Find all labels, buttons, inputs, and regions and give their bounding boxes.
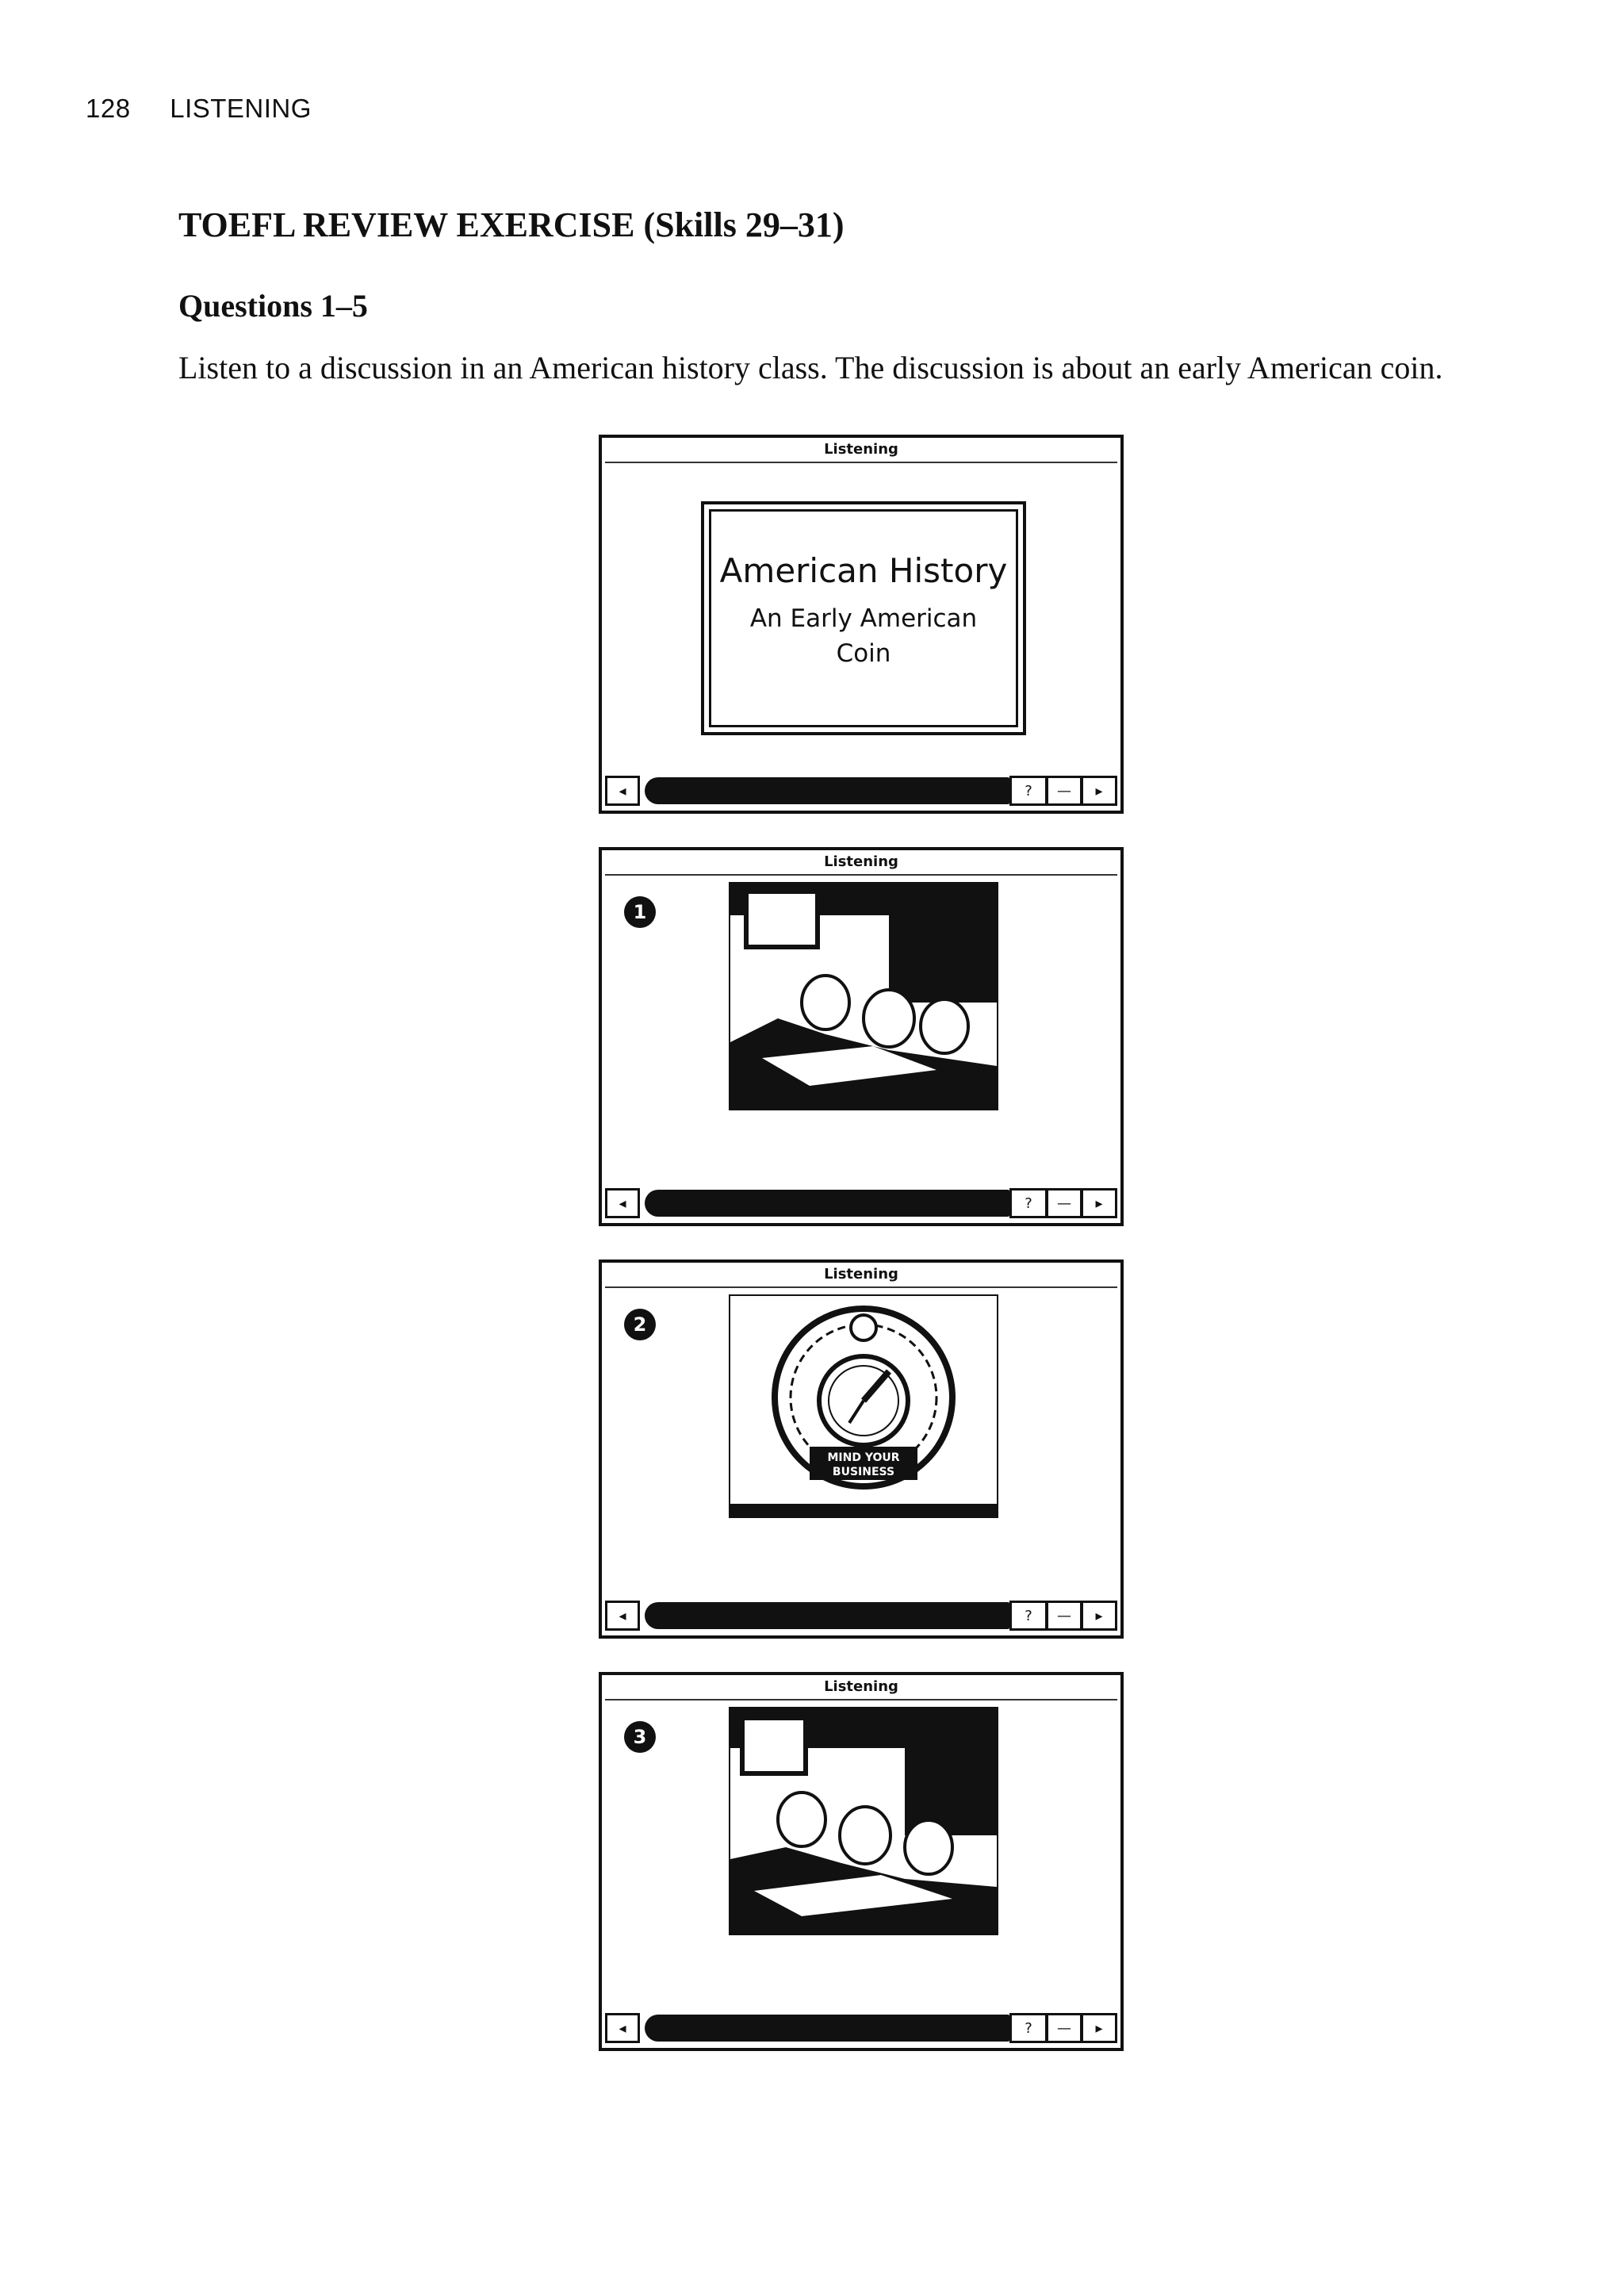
toolbar (605, 2013, 1117, 2045)
title-card (701, 501, 1026, 735)
screen-header: Listening (602, 1678, 1120, 1695)
subtitle-line-2: Coin (836, 639, 891, 668)
volume-button[interactable] (1046, 776, 1082, 806)
classroom-photo (729, 882, 998, 1110)
back-button[interactable] (605, 1188, 640, 1218)
volume-button[interactable] (1046, 2013, 1082, 2043)
volume-button[interactable] (1046, 1188, 1082, 1218)
help-button[interactable] (1009, 1188, 1048, 1218)
screen-number-marker: 3 (624, 1721, 656, 1753)
screen-title-card (599, 435, 1124, 814)
back-button[interactable] (605, 776, 640, 806)
next-icon: ▸ (1095, 782, 1103, 799)
next-icon: ▸ (1095, 1194, 1103, 1212)
lecture-subtitle (711, 601, 1016, 671)
screen-3 (599, 1672, 1124, 2051)
volume-icon: — (1057, 1194, 1071, 1212)
subtitle-line-1: An Early American (749, 604, 978, 633)
lecture-title: American History (719, 551, 1008, 590)
next-button[interactable] (1081, 2013, 1117, 2043)
help-button[interactable] (1009, 776, 1048, 806)
title-card-inner (709, 509, 1018, 727)
help-icon: ? (1025, 782, 1032, 799)
instructions: Listen to a discussion in an American history class. The discussion is about an early American coin. (178, 350, 1443, 385)
help-button[interactable] (1009, 2013, 1048, 2043)
screen-1 (599, 847, 1124, 1226)
next-icon: ▸ (1095, 1607, 1103, 1624)
toolbar (605, 1188, 1117, 1220)
back-icon: ◂ (619, 2019, 626, 2037)
toolbar (605, 1601, 1117, 1632)
svg-text:MIND YOUR: MIND YOUR (827, 1451, 900, 1464)
screen-header: Listening (602, 853, 1120, 870)
screen-header: Listening (602, 441, 1120, 458)
progress-bar (645, 777, 1009, 804)
progress-bar (645, 2015, 1009, 2042)
volume-icon: — (1057, 2019, 1071, 2037)
screen-header: Listening (602, 1266, 1120, 1283)
back-icon: ◂ (619, 1607, 626, 1624)
help-icon: ? (1025, 1194, 1032, 1212)
back-button[interactable] (605, 2013, 640, 2043)
next-button[interactable] (1081, 1601, 1117, 1631)
questions-label: Questions 1–5 (178, 288, 368, 324)
svg-text:BUSINESS: BUSINESS (832, 1466, 895, 1478)
screen-number-marker: 1 (624, 896, 656, 928)
screen-number-marker: 2 (624, 1309, 656, 1340)
exercise-title: TOEFL REVIEW EXERCISE (Skills 29–31) (178, 205, 845, 244)
toolbar (605, 776, 1117, 807)
section-title: LISTENING (170, 94, 312, 123)
next-icon: ▸ (1095, 2019, 1103, 2037)
volume-icon: — (1057, 782, 1071, 799)
help-icon: ? (1025, 2019, 1032, 2037)
next-button[interactable] (1081, 1188, 1117, 1218)
page-number: 128 (86, 94, 131, 123)
classroom-photo (729, 1707, 998, 1935)
coin-photo (729, 1294, 998, 1518)
next-button[interactable] (1081, 776, 1117, 806)
back-button[interactable] (605, 1601, 640, 1631)
volume-button[interactable] (1046, 1601, 1082, 1631)
progress-bar (645, 1602, 1009, 1629)
help-button[interactable] (1009, 1601, 1048, 1631)
back-icon: ◂ (619, 1194, 626, 1212)
help-icon: ? (1025, 1607, 1032, 1624)
running-head (86, 94, 312, 124)
progress-bar (645, 1190, 1009, 1217)
volume-icon: — (1057, 1607, 1071, 1624)
screen-2 (599, 1260, 1124, 1639)
back-icon: ◂ (619, 782, 626, 799)
